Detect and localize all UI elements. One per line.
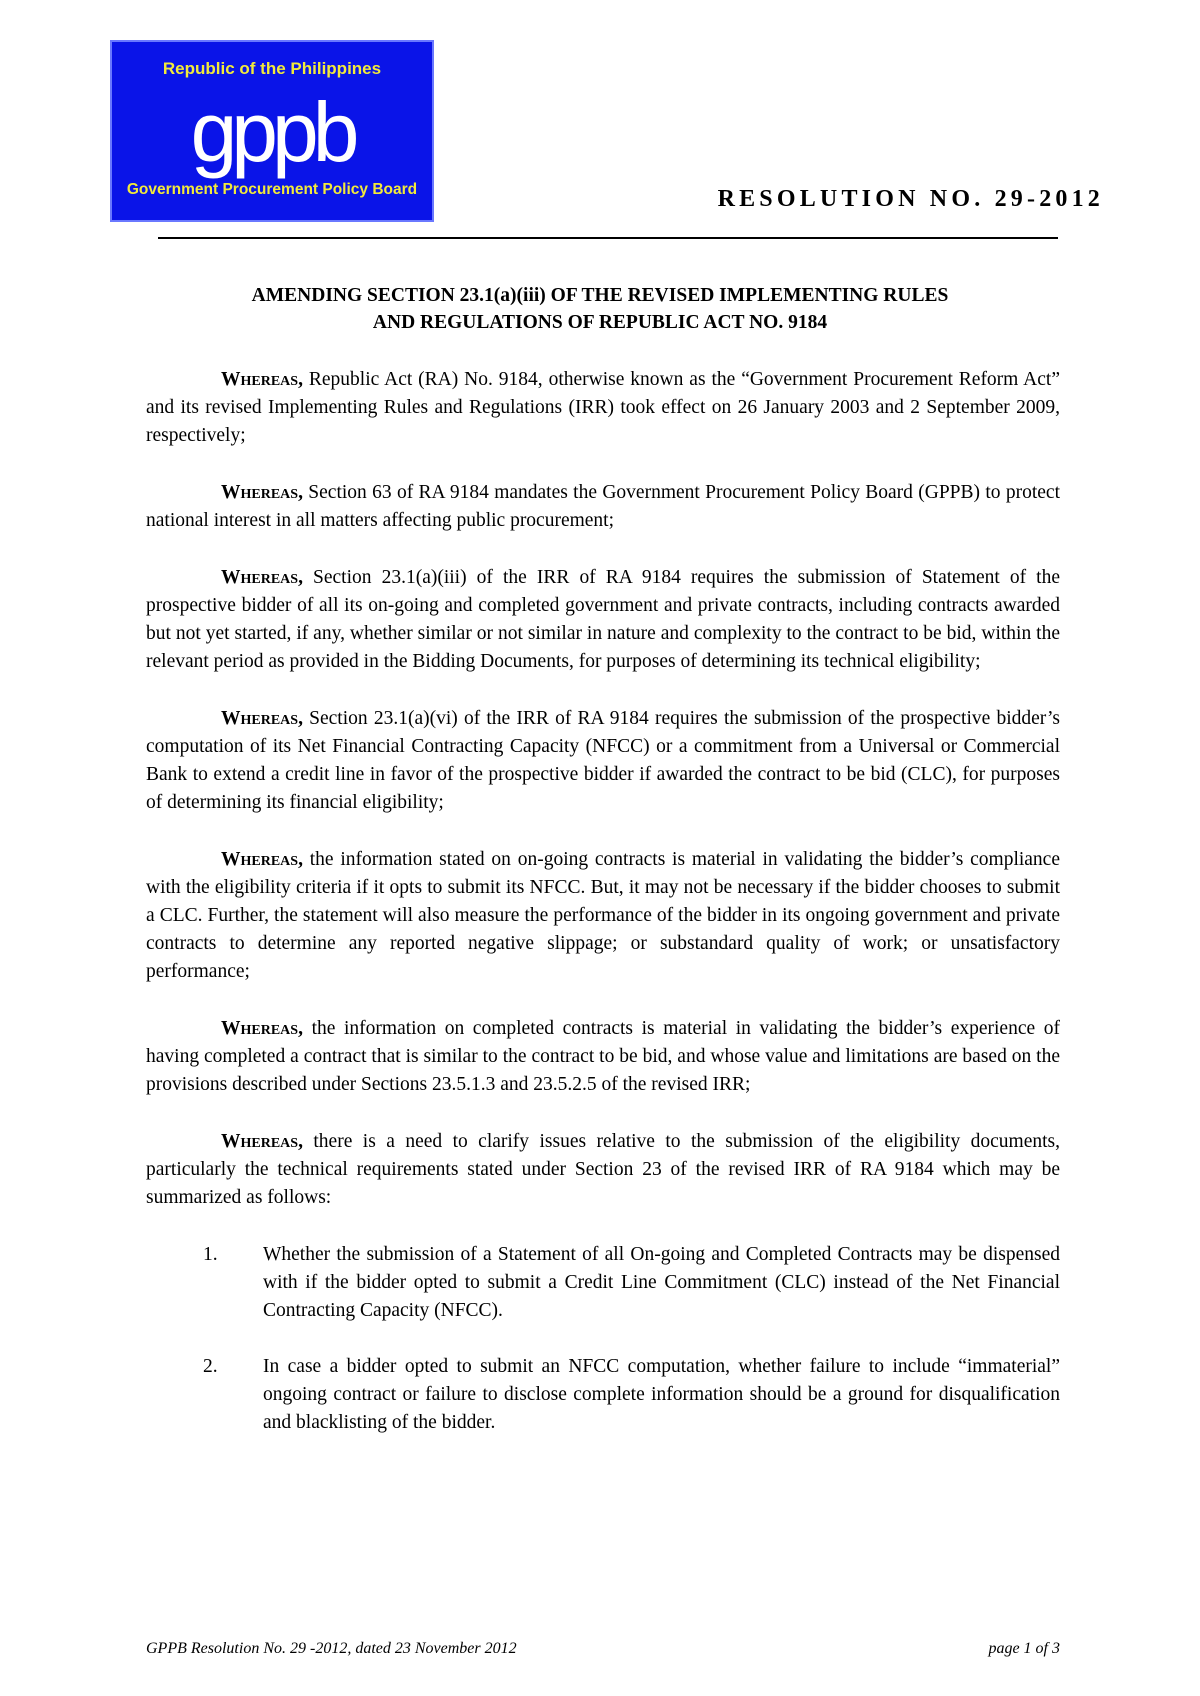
whereas-paragraph [146, 479, 1060, 535]
whereas-label: Whereas, [221, 482, 303, 503]
whereas-label: Whereas, [221, 1131, 303, 1152]
paragraph-text: Section 23.1(a)(iii) of the IRR of RA 9184 requires the submission of Statement of the prospective bidder of all its on-going and completed government and private contracts, including contracts awarded but not yet started, if any, whether similar or not similar in nature and complexity to the contract to be bid, within the relevant period as provided in the Bidding Documents, for purposes of determining its technical eligibility; [146, 567, 1061, 672]
whereas-paragraph [146, 846, 1060, 986]
paragraph-text: there is a need to clarify issues relative to the submission of the eligibility documents, particularly the technical requirements stated under Section 23 of the revised IRR of RA 9184 which may be summarized as follows: [146, 1131, 1061, 1208]
list-item-number: 2. [203, 1356, 218, 1377]
whereas-paragraph [146, 366, 1060, 450]
whereas-paragraph [146, 1015, 1060, 1099]
whereas-label: Whereas, [221, 849, 303, 870]
resolution-number: RESOLUTION NO. 29-2012 [717, 186, 1104, 212]
paragraph-text: Section 63 of RA 9184 mandates the Government Procurement Policy Board (GPPB) to protect national interest in all matters affecting public procurement; [146, 482, 1060, 531]
logo-country-text: Republic of the Philippines [162, 59, 382, 78]
whereas-label: Whereas, [221, 567, 303, 588]
logo-mark: gppb [190, 85, 354, 179]
whereas-label: Whereas, [221, 369, 303, 390]
title-line-2: AND REGULATIONS OF REPUBLIC ACT NO. 9184 [372, 312, 828, 333]
whereas-label: Whereas, [221, 1018, 303, 1039]
document-title [120, 282, 1080, 336]
list-item [203, 1353, 1060, 1437]
header-divider [158, 237, 1058, 239]
title-line-1: AMENDING SECTION 23.1(a)(iii) OF THE REVISED IMPLEMENTING RULES [251, 285, 949, 306]
whereas-paragraph [146, 1128, 1060, 1212]
page-number: page 1 of 3 [988, 1640, 1060, 1657]
list-item-number: 1. [203, 1244, 218, 1265]
paragraph-text: Section 23.1(a)(vi) of the IRR of RA 9184 requires the submission of the prospective bidder’s computation of its Net Financial Contracting Capacity (NFCC) or a commitment from a Universal or Commercial Bank to extend a credit line in favor of the prospective bidder if awarded the contract to be bid (CLC), for purposes of determining its financial eligibility; [146, 708, 1061, 813]
paragraph-text: the information stated on on-going contracts is material in validating the bidder’s compliance with the eligibility criteria if it opts to submit its NFCC. But, it may not be necessary if the bidder chooses to submit a CLC. Further, the statement will also measure the performance of the bidder in its ongoing government and private contracts to determine any reported negative slippage; or substandard quality of work; or unsatisfactory performance; [146, 849, 1060, 982]
paragraph-text: Republic Act (RA) No. 9184, otherwise known as the “Government Procurement Reform Act” and its revised Implementing Rules and Regulations (IRR) took effect on 26 January 2003 and 2 September 2009, respectively; [146, 369, 1060, 446]
list-item [203, 1241, 1060, 1325]
whereas-paragraph [146, 564, 1060, 676]
list-item-text: Whether the submission of a Statement of all On-going and Completed Contracts may be dispensed with if the bidder opted to submit a Credit Line Commitment (CLC) instead of the Net Financial Contracting Capacity (NFCC). [263, 1244, 1060, 1321]
list-item-text: In case a bidder opted to submit an NFCC computation, whether failure to include “immaterial” ongoing contract or failure to disclose complete information should be a ground for disqualification and blacklisting of the bidder. [263, 1356, 1060, 1433]
gppb-logo [110, 40, 434, 222]
paragraph-text: the information on completed contracts is material in validating the bidder’s experience of having completed a contract that is similar to the contract to be bid, and whose value and limitations are based on the provisions described under Sections 23.5.1.3 and 23.5.2.5 of the revised IRR; [146, 1018, 1061, 1095]
whereas-label: Whereas, [221, 708, 303, 729]
footer-citation: GPPB Resolution No. 29 -2012, dated 23 November 2012 [146, 1640, 517, 1657]
whereas-paragraph [146, 705, 1060, 817]
logo-agency-text: Government Procurement Policy Board [126, 181, 418, 198]
document-body [146, 366, 1060, 1465]
issues-list [203, 1241, 1060, 1437]
